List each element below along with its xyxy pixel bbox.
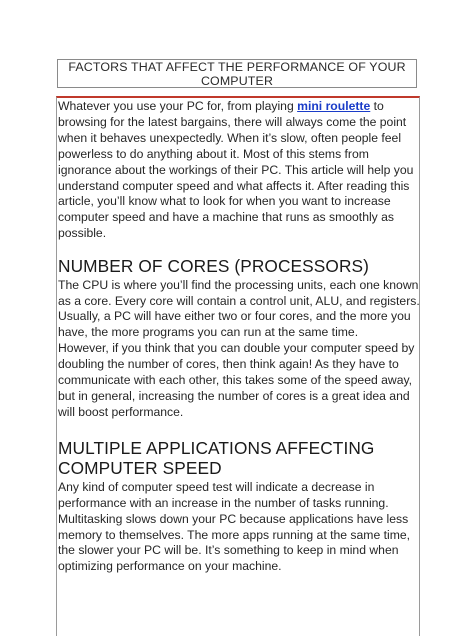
cores-paragraph-2: However, if you think that you can double your computer speed by doubling the number of cores, then think again! As they have to communicate with each other, this takes some of the speed away, but in general, increasing the number of cores is a great idea and will boost performance. bbox=[58, 341, 415, 419]
section-heading-cores: NUMBER OF CORES (PROCESSORS) bbox=[58, 256, 370, 277]
document-body bbox=[58, 99, 420, 575]
section-heading-multiple-apps: MULTIPLE APPLICATIONS AFFECTING COMPUTER SPEED bbox=[58, 437, 375, 479]
document-title: FACTORS THAT AFFECT THE PERFORMANCE OF YOUR COMPUTER bbox=[57, 59, 417, 88]
cores-paragraph-1: The CPU is where you’ll find the processing units, each one known as a core. Every core will contain a control unit, ALU, and registers. Usually, a PC will have either two or four cores, and the more you have, the more programs you can run at the same time. bbox=[58, 277, 420, 340]
intro-paragraph bbox=[58, 99, 420, 242]
intro-text-end: to browsing for the latest bargains, there will always come the point when it behaves unexpectedly. When it’s slow, often people feel powerless to do anything about it. Most of this stems from ignorance about the workings of their PC. This article will help you understand computer speed and what affects it. After reading this article, you’ll know what to look for when you want to increase computer speed and have a machine that runs as smoothly as possible. bbox=[58, 99, 414, 241]
mini-roulette-link[interactable]: mini roulette bbox=[297, 99, 371, 113]
multiple-apps-paragraph: Any kind of computer speed test will indicate a decrease in performance with an increase in the number of tasks running. Multitasking slows down your PC because applications have less memory to themselves. The more apps running at the same time, the slower your PC will be. It’s something to keep in mind when optimizing performance on your machine. bbox=[58, 479, 411, 574]
intro-text-start: Whatever you use your PC for, from playing bbox=[58, 99, 298, 113]
